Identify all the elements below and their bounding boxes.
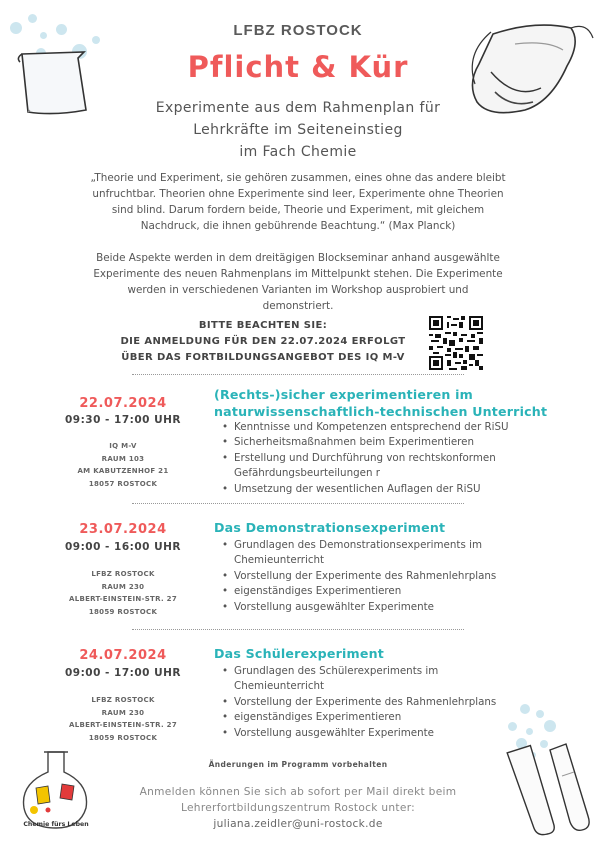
- session-title: [214, 519, 564, 536]
- location-line: AM KABUTZENHOF 21: [77, 467, 169, 475]
- session-time: 09:00 - 16:00 UHR: [64, 541, 182, 553]
- session-time: 09:30 - 17:00 UHR: [64, 414, 182, 426]
- divider: [132, 629, 464, 630]
- session-title-line: (Rechts-)sicher experimentieren im: [214, 387, 473, 402]
- quote: [58, 170, 538, 234]
- session-topics: [222, 420, 552, 497]
- notice-line: DIE ANMELDUNG FÜR DEN 22.07.2024 ERFOLGT: [120, 336, 406, 347]
- intro-line: werden in verschiedenen Varianten im Workshop ausprobiert und: [127, 284, 469, 296]
- list-item: • Grundlagen des Schülerexperiments im Chemieunterricht: [222, 664, 552, 695]
- test-tubes-icon: [500, 736, 594, 840]
- session-date: 24.07.2024: [79, 648, 167, 663]
- session-title-line: Das Schülerexperiment: [214, 646, 384, 661]
- divider: [132, 374, 464, 375]
- organization-label: LFBZ ROSTOCK: [233, 22, 363, 39]
- location-line: ALBERT-EINSTEIN-STR. 27: [68, 721, 177, 729]
- intro-line: Experimente des neuen Rahmenplans im Mittelpunkt stehen. Die Experimente: [93, 268, 503, 280]
- registration-notice: [118, 318, 408, 366]
- intro-paragraph: [58, 250, 538, 314]
- notice-line: BITTE BEACHTEN SIE:: [198, 320, 328, 331]
- session-title-line: naturwissenschaftlich-technischen Unterricht: [214, 404, 548, 419]
- location-line: 18059 ROSTOCK: [88, 607, 158, 616]
- list-item: • Sicherheitsmaßnahmen beim Experimentieren: [222, 435, 552, 450]
- list-item: • eigenständiges Experimentieren: [222, 584, 552, 599]
- intro-line: demonstriert.: [262, 300, 334, 312]
- location-line: RAUM 103: [101, 454, 145, 463]
- bubble: [508, 722, 517, 731]
- notice-line: ÜBER DAS FORTBILDUNGSANGEBOT DES IQ M-V: [121, 352, 405, 363]
- divider: [132, 503, 464, 504]
- session-date: 23.07.2024: [79, 522, 167, 537]
- session-topics: [222, 664, 552, 741]
- bubble: [520, 704, 530, 714]
- qr-code-icon[interactable]: [429, 316, 483, 370]
- bubble: [544, 720, 556, 732]
- intro-line: Beide Aspekte werden in dem dreitägigen Blockseminar anhand ausgewählte: [96, 252, 500, 264]
- flask-logo-text: Chemie fürs Leben: [23, 821, 89, 828]
- session-topics: [222, 538, 552, 615]
- email-link[interactable]: juliana.zeidler@uni-rostock.de: [213, 818, 383, 830]
- session-title: [214, 645, 564, 662]
- subtitle-line: im Fach Chemie: [239, 144, 357, 160]
- location-line: IQ M-V: [109, 442, 137, 450]
- session-title: [214, 386, 564, 420]
- list-item: • Grundlagen des Demonstrationsexperiments im Chemieunterricht: [222, 538, 552, 569]
- location-line: 18059 ROSTOCK: [88, 733, 158, 742]
- list-item: • Vorstellung ausgewählter Experimente: [222, 600, 552, 615]
- bubble: [526, 728, 533, 735]
- session-date: 22.07.2024: [79, 396, 167, 411]
- list-item: • Umsetzung der wesentlichen Auflagen der RiSU: [222, 482, 552, 497]
- quote-line: „Theorie und Experiment, sie gehören zusammen, eines ohne das andere bleibt: [90, 172, 506, 184]
- list-item: • Vorstellung der Experimente des Rahmenlehrplans: [222, 569, 552, 584]
- list-item: • eigenständiges Experimentieren: [222, 710, 552, 725]
- session-time: 09:00 - 17:00 UHR: [64, 667, 182, 679]
- quote-line: sind blind. Darum fordern beide, Theorie und Experiment, mit gleichem: [111, 204, 485, 216]
- list-item: • Kenntnisse und Kompetenzen entsprechend der RiSU: [222, 420, 552, 435]
- session-location: [58, 568, 188, 618]
- session-title-line: Das Demonstrationsexperiment: [214, 520, 446, 535]
- list-item: • Vorstellung ausgewählter Experimente: [222, 726, 552, 741]
- subtitle-line: Lehrkräfte im Seiteneinstieg: [193, 122, 403, 138]
- session-location: [58, 440, 188, 490]
- register-line: Lehrerfortbildungszentrum Rostock unter:: [180, 802, 416, 814]
- bubble: [536, 710, 544, 718]
- quote-line: Nachdruck, die ihnen gebührende Beachtung.“ (Max Planck): [140, 220, 456, 232]
- flask-logo-icon: [14, 748, 98, 834]
- quote-line: unfruchtbar. Theorien ohne Experimente sind leer, Experimente ohne Theorien: [92, 188, 504, 200]
- register-line: Anmelden können Sie sich ab sofort per Mail direkt beim: [139, 786, 457, 798]
- changes-note: Änderungen im Programm vorbehalten: [208, 760, 388, 769]
- location-line: RAUM 230: [101, 708, 145, 717]
- list-item: • Vorstellung der Experimente des Rahmenlehrplans: [222, 695, 552, 710]
- list-item: • Erstellung und Durchführung von rechtskonformen Gefährdungsbeurteilungen r: [222, 451, 552, 482]
- location-line: LFBZ ROSTOCK: [91, 696, 155, 704]
- location-line: LFBZ ROSTOCK: [91, 570, 155, 578]
- session-location: [58, 694, 188, 744]
- subtitle-line: Experimente aus dem Rahmenplan für: [155, 100, 441, 116]
- page-title: Pflicht & Kür: [187, 50, 409, 84]
- location-line: ALBERT-EINSTEIN-STR. 27: [68, 595, 177, 603]
- location-line: 18057 ROSTOCK: [88, 479, 158, 488]
- location-line: RAUM 230: [101, 582, 145, 591]
